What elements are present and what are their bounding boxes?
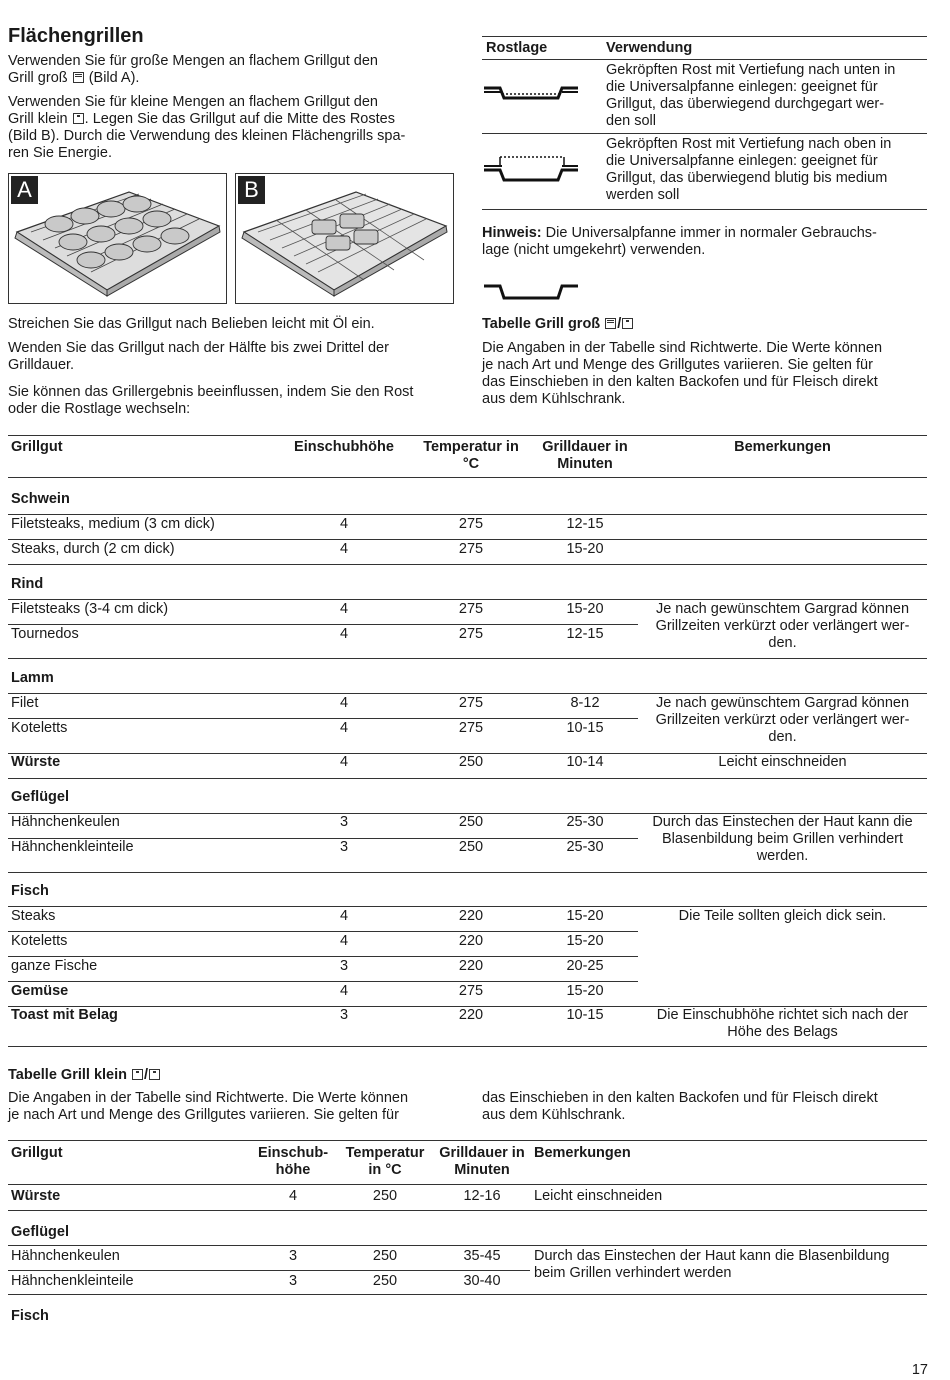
cell-einschubhoehe: 3 [339,814,349,830]
cell-einschubhoehe: 3 [339,839,349,855]
grill-klein-heading: Tabelle Grill klein / [8,1067,161,1084]
header-einschubhoehe: Einschub- [257,1145,329,1161]
table-rule [8,778,927,779]
remark-line: den. [768,635,797,651]
cell-grillgut: Filetsteaks, medium (3 cm dick) [11,516,215,532]
rostlage-row-up [482,134,927,210]
cell-grillgut: Rind [11,576,44,592]
cell-grilldauer: 15-20 [566,983,604,999]
cell-bemerkung-toast [638,1007,927,1041]
cell-temperatur: 220 [458,908,484,924]
cell-grilldauer: 12-15 [566,626,604,642]
table-rule [8,658,927,659]
cell-bemerkung: Leicht einschneiden [534,1188,663,1204]
header-temperatur: Temperatur in [423,439,519,455]
intro-paragraph-1: Verwenden Sie für große Mengen an flachem Grillgut den Grill groß (Bild A). [8,53,378,86]
grill-tray-large-illustration [9,174,226,303]
group-row [8,576,927,598]
cell-einschubhoehe: 4 [339,695,349,711]
cell-temperatur: 275 [458,516,484,532]
header-temperatur-unit: °C [462,456,480,472]
cell-temperatur: 275 [458,695,484,711]
remark-line: Je nach gewünschtem Gargrad können [655,695,910,711]
remark-line: Durch das Einstechen der Haut kann die [652,814,913,830]
cell-temperatur: 220 [458,933,484,949]
table-row [8,541,927,563]
table-rule [8,564,927,565]
header-bemerkungen: Bemerkungen [534,1145,631,1161]
header-grillgut: Grillgut [11,1145,63,1161]
table-row [8,1188,927,1210]
figure-b-label: B [238,176,265,204]
cell-grilldauer: 15-20 [566,541,604,557]
group-row [8,883,927,905]
cell-grillgut: Fisch [11,1308,49,1324]
cell-einschubhoehe: 4 [339,516,349,532]
cell-bemerkung-rind [638,601,927,652]
cell-einschubhoehe: 3 [339,1007,349,1023]
table-top-rule [8,435,927,436]
cell-grillgut: Geflügel [11,1224,70,1240]
cell-grilldauer: 15-20 [566,908,604,924]
group-row [8,1224,927,1246]
cell-einschubhoehe: 4 [339,983,349,999]
cell-grilldauer: 15-20 [566,601,604,617]
hinweis-note: Hinweis: Die Universalpfanne immer in normaler Gebrauchs- lage (nicht umgekehrt) verwenden. [482,225,877,258]
cell-grilldauer: 35-45 [463,1248,501,1264]
grill-gross-icon [73,72,84,83]
turn-paragraph: Wenden Sie das Grillgut nach der Hälfte bis zwei Drittel der Grilldauer. [8,340,389,373]
header-grillgut: Grillgut [11,439,63,455]
cell-grillgut: Hähnchenkleinteile [11,839,134,855]
cell-temperatur: 250 [372,1273,398,1289]
cell-grilldauer: 10-15 [566,1007,604,1023]
cell-grilldauer: 25-30 [566,814,604,830]
cell-grilldauer: 10-15 [566,720,604,736]
header-einschubhoehe-2: höhe [275,1162,311,1178]
cell-temperatur: 220 [458,1007,484,1023]
cell-temperatur: 275 [458,983,484,999]
cell-einschubhoehe: 3 [288,1273,298,1289]
table-row [8,983,927,1005]
grill-klein-icon [149,1069,160,1080]
cell-grillgut: Toast mit Belag [11,1007,118,1023]
header-grilldauer-unit: Minuten [454,1162,510,1178]
cell-temperatur: 250 [458,754,484,770]
remark-line: Grillzeiten verkürzt oder verlängert wer- [655,712,910,728]
cell-einschubhoehe: 4 [339,933,349,949]
rostlage-header: Rostlage Verwendung [482,36,927,60]
table-rule [8,514,927,515]
cell-grillgut: Tournedos [11,626,79,642]
table-rule [8,1270,530,1271]
table-rule [8,624,638,625]
cell-grillgut: Steaks, durch (2 cm dick) [11,541,175,557]
cell-grilldauer: 30-40 [463,1273,501,1289]
page-number: 17 [911,1362,928,1378]
table-rule [8,872,927,873]
header-temperatur-unit: in °C [368,1162,402,1178]
remark-line: Blasenbildung beim Grillen verhindert [662,831,903,847]
rostlage-row-down [482,60,927,134]
grill-tray-small-illustration [236,174,453,303]
grill-klein-table [8,1140,927,1330]
cell-temperatur: 275 [458,541,484,557]
cell-einschubhoehe: 4 [339,541,349,557]
header-einschubhoehe: Einschubhöhe [294,439,394,455]
grill-gross-heading: Tabelle Grill groß / [482,316,634,333]
grill-klein-icon [622,318,633,329]
cell-einschubhoehe: 4 [339,601,349,617]
cell-einschubhoehe: 3 [288,1248,298,1264]
header-grilldauer: Grilldauer in [542,439,628,455]
cell-grillgut: Steaks [11,908,56,924]
cell-grillgut: Filetsteaks (3-4 cm dick) [11,601,169,617]
cell-temperatur: 275 [458,601,484,617]
cell-grillgut: Filet [11,695,39,711]
rostlage-row-up-text: Gekröpften Rost mit Vertiefung nach oben in die Universalpfanne einlegen: geeignet für Grillgut, das überwiegend blutig bis medium werden soll [606,136,892,203]
grill-klein-icon [73,113,84,124]
rostlage-row-down-text: Gekröpften Rost mit Vertiefung nach unten in die Universalpfanne einlegen: geeignet für Grillgut, das überwiegend durchgegart wer- den soll [606,62,896,129]
cell-einschubhoehe: 4 [339,908,349,924]
cell-einschubhoehe: 4 [339,626,349,642]
cell-bemerkung-gefluegel [638,814,927,865]
header-bemerkungen: Bemerkungen [734,439,831,455]
cell-temperatur: 275 [458,720,484,736]
intro-paragraph-2: Verwenden Sie für kleine Mengen an flachem Grillgut den Grill klein . Legen Sie das Grillgut auf die Mitte des Rostes (Bild B). Durch die Verwendung des kleinen Flächengrills spa- ren Sie Energie. [8,94,406,161]
cell-grilldauer: 20-25 [566,958,604,974]
cell-grillgut: Würste [11,1188,61,1204]
table-rule [8,956,638,957]
cell-einschubhoehe: 4 [339,754,349,770]
remark-line: beim Grillen verhindert werden [534,1265,732,1281]
table-bottom-rule [8,1046,927,1047]
oil-paragraph: Streichen Sie das Grillgut nach Belieben leicht mit Öl ein. [8,316,375,332]
group-row [8,789,927,811]
group-row [8,491,927,513]
table-top-rule [8,1140,927,1141]
cell-bemerkung-lamm [638,695,927,746]
grill-gross-table [8,435,927,1047]
cell-grilldauer: 10-14 [566,754,604,770]
table-rule [8,1210,927,1211]
rack-up-icon [482,152,582,186]
remark-line: werden. [756,848,809,864]
group-row [8,670,927,692]
remark-line: Durch das Einstechen der Haut kann die Blasenbildung [534,1248,890,1264]
cell-grillgut: Gemüse [11,983,69,999]
cell-grillgut: ganze Fische [11,958,98,974]
cell-grillgut: Schwein [11,491,70,507]
header-rule [8,1184,927,1185]
cell-bemerkung-fisch [638,908,927,925]
cell-einschubhoehe: 3 [339,958,349,974]
rack-down-icon [482,80,582,110]
table-rule [8,981,638,982]
cell-grillgut: Fisch [11,883,49,899]
cell-temperatur: 250 [372,1188,398,1204]
table-rule [8,718,638,719]
cell-einschubhoehe: 4 [339,720,349,736]
cell-grillgut: Lamm [11,670,54,686]
table-rule [8,693,927,694]
cell-grilldauer: 8-12 [570,695,600,711]
header-grilldauer-unit: Minuten [557,456,613,472]
remark-line: Grillzeiten verkürzt oder verlängert wer- [655,618,910,634]
remark-line: den. [768,729,797,745]
cell-grilldauer: 15-20 [566,933,604,949]
figure-a-label: A [11,176,38,204]
cell-bemerkung-wurst [638,754,927,771]
table-rule [8,599,927,600]
cell-grillgut: Koteletts [11,720,68,736]
cell-temperatur: 250 [458,839,484,855]
cell-temperatur: 250 [458,814,484,830]
grill-klein-icon [132,1069,143,1080]
table-rule [8,931,638,932]
grill-klein-text-right: das Einschieben in den kalten Backofen und für Fleisch direkt aus dem Kühlschrank. [482,1090,878,1123]
cell-grillgut: Hähnchenkeulen [11,814,120,830]
remark-line: Je nach gewünschtem Gargrad können [655,601,910,617]
cell-grilldauer: 12-15 [566,516,604,532]
header-rule [8,477,927,478]
grill-gross-text: Die Angaben in der Tabelle sind Richtwerte. Die Werte können je nach Art und Menge des Grillgutes variieren. Sie gelten für das Einschieben in den kalten Backofen und für Fleisch direkt aus dem Kühlschrank. [482,340,883,407]
cell-grilldauer: 25-30 [566,839,604,855]
grill-klein-text-left: Die Angaben in der Tabelle sind Richtwerte. Die Werte können je nach Art und Menge des Grillgutes variieren. Sie gelten für [8,1090,409,1123]
remark-line: Höhe des Belags [727,1024,838,1040]
rostlage-table [482,36,927,210]
cell-einschubhoehe: 4 [288,1188,298,1204]
cell-grillgut: Geflügel [11,789,70,805]
cell-bemerkung-gefluegel [534,1248,927,1282]
remark-line: Die Teile sollten gleich dick sein. [678,908,887,924]
group-row [8,1308,927,1330]
cell-grillgut: Würste [11,754,61,770]
universal-pan-icon [482,282,582,304]
cell-grillgut: Hähnchenkeulen [11,1248,120,1264]
cell-grilldauer: 12-16 [463,1188,501,1204]
table-row [8,958,927,980]
remark-line: Leicht einschneiden [718,754,847,770]
figure-b [235,173,454,304]
remark-line: Die Einschubhöhe richtet sich nach der [656,1007,909,1023]
table-rule [8,906,927,907]
cell-temperatur: 250 [372,1248,398,1264]
header-grilldauer: Grilldauer in [439,1145,525,1161]
header-temperatur: Temperatur [345,1145,425,1161]
table-row [8,516,927,538]
cell-temperatur: 220 [458,958,484,974]
cell-grillgut: Koteletts [11,933,68,949]
table-rule [8,539,927,540]
page-title: Flächengrillen [8,25,144,47]
cell-temperatur: 275 [458,626,484,642]
table-row [8,933,927,955]
influence-paragraph: Sie können das Grillergebnis beeinflussen, indem Sie den Rost oder die Rostlage wechseln: [8,384,414,417]
grill-gross-icon [605,318,616,329]
cell-grillgut: Hähnchenkleinteile [11,1273,134,1289]
figure-a [8,173,227,304]
